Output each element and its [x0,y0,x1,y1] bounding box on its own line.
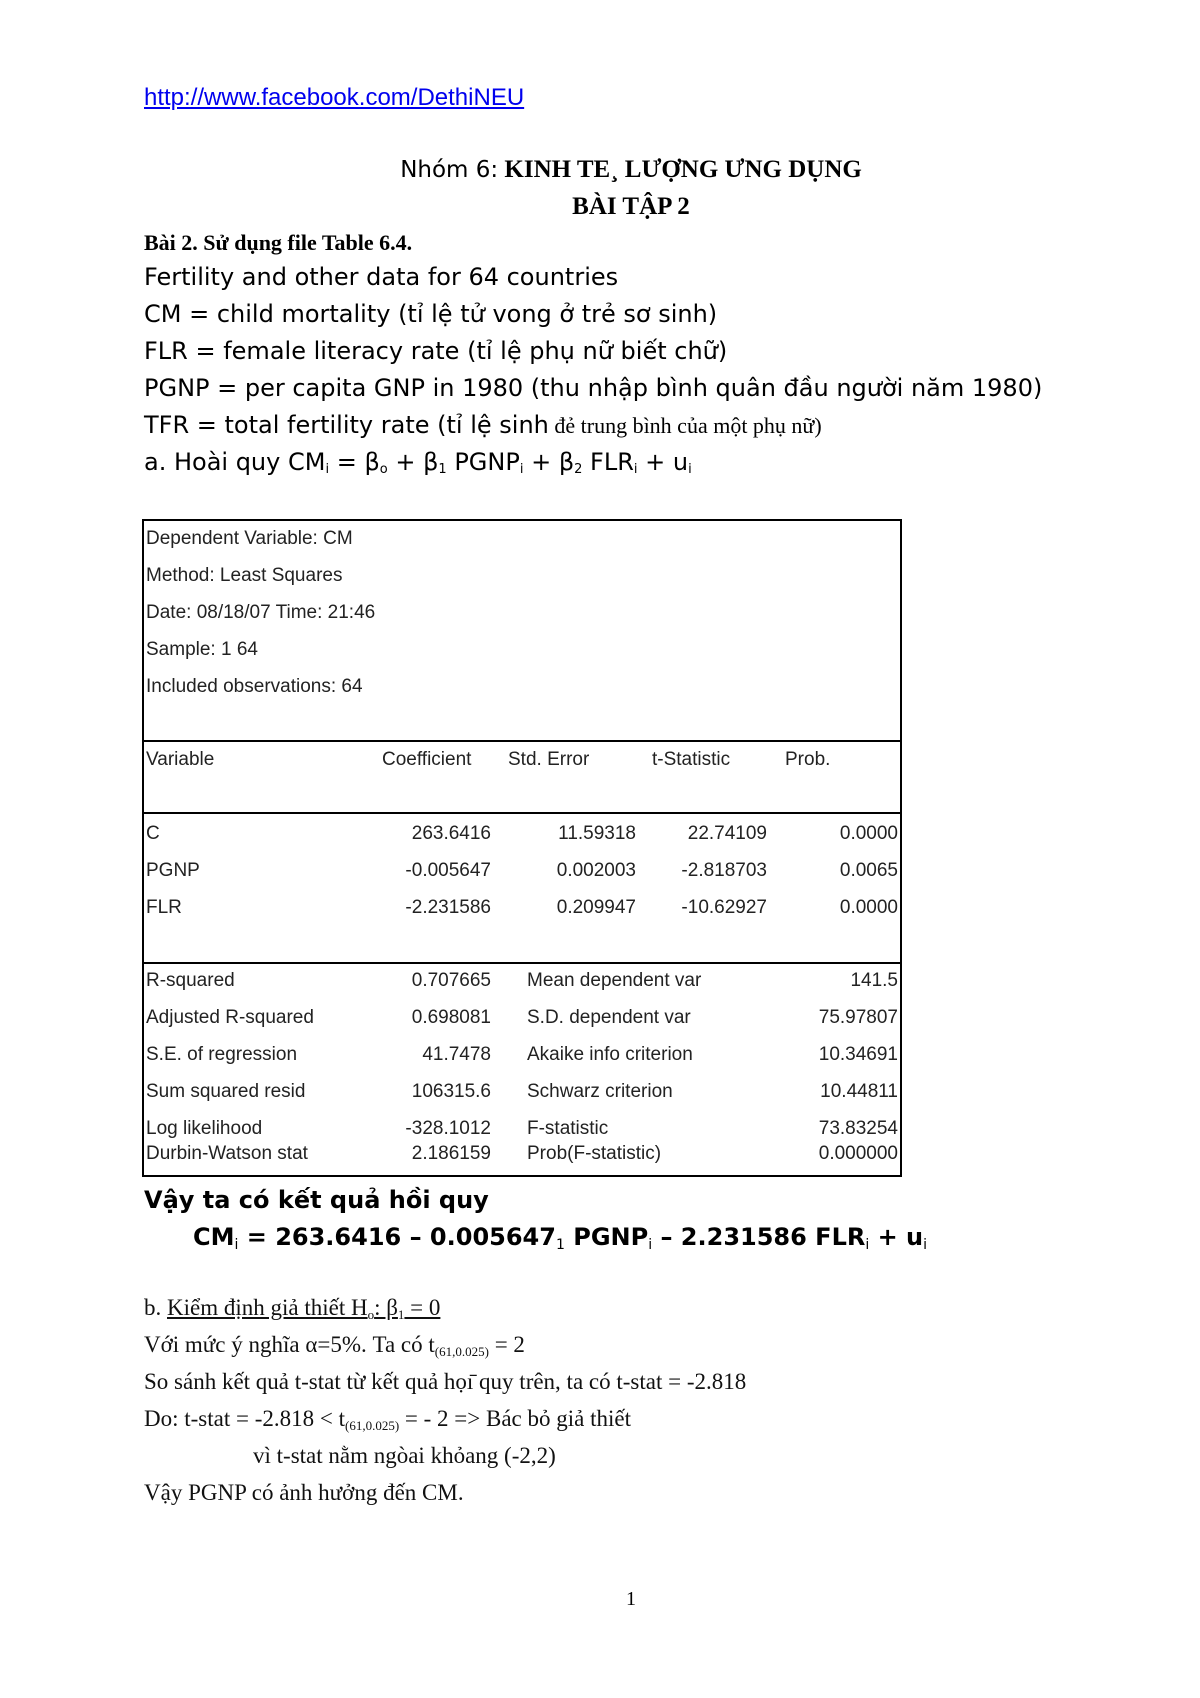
page-title [0,156,1200,184]
stats-row: Sum squared resid 106315.6 Schwarz criterion 10.44811 [146,1081,898,1102]
part-b-line-2: So sánh kết quả t-stat từ kết quả họı̄ quy trên, ta có t-stat = -2.818 [144,1369,747,1394]
date-time: Date: 08/18/07 Time: 21:46 [146,602,376,623]
intro-line-2: CM = child mortality (tỉ lệ tử vong ở trẻ sơ sinh) [144,300,718,328]
stats-row: Adjusted R-squared 0.698081 S.D. dependent var 75.97807 [146,1007,898,1028]
table-row: FLR -2.231586 0.209947 -10.62927 0.0000 [146,897,898,918]
result-heading: Vậy ta có kết quả hồi quy [144,1186,489,1214]
divider [144,740,900,742]
stats-row: S.E. of regression 41.7478 Akaike info criterion 10.34691 [146,1044,898,1065]
stats-row: Durbin-Watson stat 2.186159 Prob(F-statistic) 0.000000 [146,1143,898,1164]
divider [144,962,900,964]
result-equation: $CM_i = 263.6416 - 0.005647_1$ $PGNP_i - 2.231586$ $FLR_i + u_i$ [193,1223,928,1253]
column-headers [144,749,900,779]
page-subtitle: BÀI TẬP 2 [572,193,690,220]
part-b-line-4: vì t-stat nằm ngòai khỏang (-2,2) [253,1443,556,1468]
table-row: C 263.6416 11.59318 22.74109 0.0000 [146,823,898,844]
column-header: Prob. [785,749,831,770]
exercise-heading: Bài 2. Sử dụng file Table 6.4. [144,230,413,255]
regression-output [142,519,902,1177]
sample: Sample: 1 64 [146,639,258,660]
page-number: 1 [626,1588,636,1610]
part-b-line-3: Do: t-stat = $-2.818 < t_{(61,0.025)}$ = - 2 => Bác bỏ giả thiết [144,1406,631,1433]
dependent-variable: Dependent Variable: CM [146,528,353,549]
column-header: t-Statistic [652,749,731,770]
column-header: Std. Error [508,749,590,770]
intro-line-5-b: đẻ trung bình của một phụ nữ) [548,413,822,438]
stats-row: Log likelihood -328.1012 F-statistic 73.83254 [146,1118,898,1139]
table-row: PGNP -0.005647 0.002003 -2.818703 0.0065 [146,860,898,881]
intro-line-3: FLR = female literacy rate (tỉ lệ phụ nữ biết chữ) [144,337,728,365]
facebook-link[interactable]: http://www.facebook.com/DethiNEU [144,84,525,111]
intro-line-5 [144,411,822,439]
part-b-heading: b. Kiểm định giả thiết $H_o$: $\beta_1 = 0$ [144,1295,441,1322]
title-prefix: Nhóm 6: [400,157,499,183]
part-b-line-1: Với mức ý nghĩa α=5%. Ta có $t_{(61,0.025)} = 2$ [144,1332,525,1359]
part-b-conclusion: Vậy PGNP có ảnh hưởng đến CM. [144,1480,464,1505]
model-equation: a. Hoài quy $CM_i = \beta_o + \beta_1$ $PGNP_i + \beta_2$ $FLR_i + u_i$ [144,448,692,477]
title-main: KINH TE¸ LƯỢNG ƯNG DỤNG [504,156,862,183]
divider [144,812,900,814]
column-header: Coefficient [382,749,472,770]
intro-line-1: Fertility and other data for 64 countries [144,263,619,291]
intro-line-4: PGNP = per capita GNP in 1980 (thu nhập bình quân đầu người năm 1980) [144,374,1043,402]
column-header: Variable [146,749,215,770]
method: Method: Least Squares [146,565,343,586]
stats-row: R-squared 0.707665 Mean dependent var 141.5 [146,970,898,991]
intro-line-5-a: TFR = total fertility rate (tỉ lệ sinh [144,411,549,439]
observations: Included observations: 64 [146,676,363,697]
